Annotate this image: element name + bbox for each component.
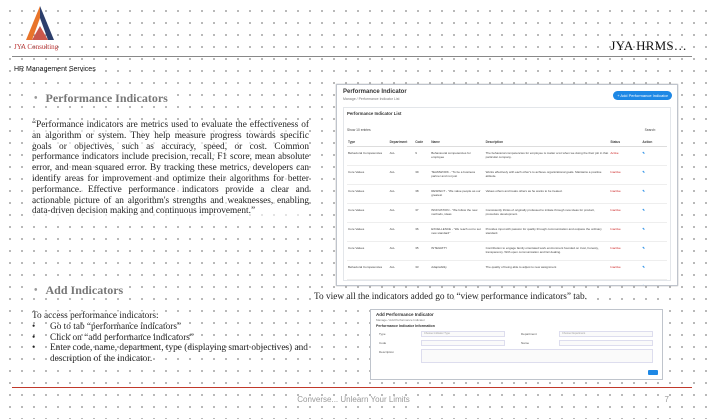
table-cell: Adaptability xyxy=(430,261,484,280)
step-item: • Go to tab “performance indicators” xyxy=(32,322,322,333)
code-input[interactable] xyxy=(421,340,505,346)
table-row xyxy=(347,261,667,280)
table-cell: TEAMWORK - "To be a business partner and not just xyxy=(430,166,484,185)
table-cell: INTEGRITY xyxy=(430,242,484,261)
table-row xyxy=(347,166,667,185)
header-divider xyxy=(12,56,692,57)
footer-divider xyxy=(12,387,692,388)
table-cell: The quality of being able to adjust to new assignment xyxy=(485,261,610,280)
table-row xyxy=(347,223,667,242)
table-cell: Values others and treats others as he wants to be treated. xyxy=(485,185,610,204)
table-cell: The behavioral competencies for employee is matter a lot when we doing the their job in that particular company. xyxy=(485,147,610,166)
edit-icon[interactable]: ✎ xyxy=(641,185,667,204)
status-badge[interactable]: Inactive xyxy=(609,242,641,261)
service-line: HR Management Services xyxy=(14,66,96,73)
status-badge[interactable]: Inactive xyxy=(609,204,641,223)
table-cell: 9 xyxy=(414,147,430,166)
col-header[interactable]: Action xyxy=(641,138,667,147)
table-cell: ALL xyxy=(389,242,415,261)
form-label-department: Department xyxy=(521,332,537,336)
save-button[interactable] xyxy=(648,370,658,375)
status-badge[interactable]: Inactive xyxy=(609,280,641,287)
edit-icon[interactable]: ✎ xyxy=(641,280,667,287)
panel-title: Performance Indicator List xyxy=(347,111,402,116)
table-cell: 32 xyxy=(414,280,430,287)
table-cell: Core Values xyxy=(347,242,389,261)
table-cell: Behavioral Competencies xyxy=(347,147,389,166)
col-header[interactable]: Status xyxy=(609,138,641,147)
edit-icon[interactable]: ✎ xyxy=(641,204,667,223)
form-label-name: Name xyxy=(521,341,530,345)
entries-selector[interactable]: Show 10 entries xyxy=(347,128,371,132)
form-label-code: Code xyxy=(379,341,387,345)
table-cell: 33 xyxy=(414,261,430,280)
bullet-icon: • xyxy=(34,93,38,104)
table-row xyxy=(347,185,667,204)
search-label: Search: xyxy=(644,128,656,132)
heading-text: Performance Indicators xyxy=(45,91,168,105)
table-cell: Consistently thinks of originally professed to initiate through new ideas for product, procedure development. xyxy=(485,204,610,223)
logo-text: JYA Consulting xyxy=(14,43,59,51)
col-header[interactable]: Description xyxy=(485,138,610,147)
add-indicator-button[interactable]: + Add Performance Indicator xyxy=(613,91,672,100)
table-cell: Core Values xyxy=(347,166,389,185)
table-cell: ALL xyxy=(389,204,415,223)
table-cell: Behavioural competencies for employee xyxy=(430,147,484,166)
table-row xyxy=(347,147,667,166)
status-badge[interactable]: Inactive xyxy=(609,223,641,242)
access-intro: To access performance indicators: xyxy=(32,311,159,321)
table-cell: 38 xyxy=(414,185,430,204)
table-cell: ALL xyxy=(389,185,415,204)
description-textarea[interactable] xyxy=(421,349,653,363)
indicator-table xyxy=(347,138,667,286)
name-input[interactable] xyxy=(559,340,653,346)
table-cell: INNOVATION - "We follow the new methods, ideas xyxy=(430,204,484,223)
brand-title: JYA HRMS… xyxy=(610,38,687,53)
table-cell: Provides input with passion for quality through communication and outpace the ordinary standard. xyxy=(485,223,610,242)
table-cell xyxy=(485,280,610,287)
step-item: • Enter code, name, department, type (displaying smart objectives) and description of the indicator. xyxy=(32,343,322,364)
view-indicators-caption: To view all the indicators added go to “view performance indicators” tab. xyxy=(314,292,587,302)
edit-icon[interactable]: ✎ xyxy=(641,147,667,166)
heading-text: Add Indicators xyxy=(45,283,124,297)
status-badge[interactable]: Inactive xyxy=(609,166,641,185)
table-cell: Behavioral Competencies xyxy=(347,261,389,280)
table-cell: Behavioral xyxy=(347,280,389,287)
table-row xyxy=(347,242,667,261)
table-cell: RESPECT - "We value people as our greatest xyxy=(430,185,484,204)
section-heading-add-indicators xyxy=(32,283,125,298)
definition-paragraph: “Performance indicators are metrics used to evaluate the effectiveness of an algorithm or system. They help measure progress towards specific goals or objectives, such as accuracy, speed, or cost. Common performance indicators include precision, recall, F1 score, mean absolute error, and mean squared error. By tracking these metrics, developers can identify areas for improvement and optimize their algorithms for better performance. Effective performance indicators provide a clear and actionable picture of an algorithm's strengths and weaknesses, enabling data-driven decision making and continuous improvement.” xyxy=(32,120,309,217)
breadcrumb: Manage / Performance Indicator List xyxy=(343,97,400,101)
col-header[interactable]: Code xyxy=(414,138,430,147)
table-cell: Core Values xyxy=(347,223,389,242)
table-cell: EXCELLENCE - "We reach out to set new standard" xyxy=(430,223,484,242)
table-cell: Ability to Work Under Pressure xyxy=(430,280,484,287)
step-item: • Click on “add performance indicators” xyxy=(32,333,322,344)
table-cell: ALL xyxy=(389,147,415,166)
table-cell: 39 xyxy=(414,166,430,185)
table-cell: Works effectively with each other's to achieve organizational goals. Maintains a positive attitude. xyxy=(485,166,610,185)
add-indicator-form-screenshot xyxy=(370,309,663,380)
table-row xyxy=(347,280,667,287)
table-cell: 35 xyxy=(414,242,430,261)
page-number: 7 xyxy=(664,395,669,404)
edit-icon[interactable]: ✎ xyxy=(641,261,667,280)
col-header[interactable]: Department xyxy=(389,138,415,147)
table-cell: Core Values xyxy=(347,185,389,204)
form-label-description: Description xyxy=(379,350,395,354)
col-header[interactable]: Name xyxy=(430,138,484,147)
steps-list xyxy=(32,322,322,364)
col-header[interactable]: Type xyxy=(347,138,389,147)
type-select[interactable]: Choose Indicator Type xyxy=(421,331,505,337)
status-badge[interactable]: Inactive xyxy=(609,185,641,204)
department-select[interactable]: Choose Department xyxy=(559,331,653,337)
edit-icon[interactable]: ✎ xyxy=(641,223,667,242)
list-title: Performance Indicator xyxy=(343,89,407,95)
list-panel xyxy=(343,107,671,286)
table-cell: Contribution to engage family orientated work environment founded on trust, honesty, transparency. With open communication and fair dealing. xyxy=(485,242,610,261)
table-cell: Core Values xyxy=(347,204,389,223)
status-badge[interactable]: Active xyxy=(609,147,641,166)
indicator-list-screenshot xyxy=(336,84,678,286)
table-cell: ALL xyxy=(389,223,415,242)
table-cell: 37 xyxy=(414,204,430,223)
form-breadcrumb: Manage / Add Performance Indicator xyxy=(376,318,425,322)
section-heading-performance-indicators xyxy=(32,91,170,106)
form-label-type: Type xyxy=(379,332,386,336)
form-title: Add Performance Indicator xyxy=(376,312,434,317)
footer-tagline: Converse... Unlearn Your Limits xyxy=(297,395,410,404)
edit-icon[interactable]: ✎ xyxy=(641,166,667,185)
table-cell: ALL xyxy=(389,280,415,287)
table-cell: 36 xyxy=(414,223,430,242)
table-cell: ALL xyxy=(389,261,415,280)
edit-icon[interactable]: ✎ xyxy=(641,242,667,261)
table-header-row xyxy=(347,138,667,147)
table-row xyxy=(347,204,667,223)
form-subtitle: Performance Indicator Information xyxy=(376,324,435,328)
table-cell: ALL xyxy=(389,166,415,185)
status-badge[interactable]: Inactive xyxy=(609,261,641,280)
bullet-icon: • xyxy=(34,285,38,296)
